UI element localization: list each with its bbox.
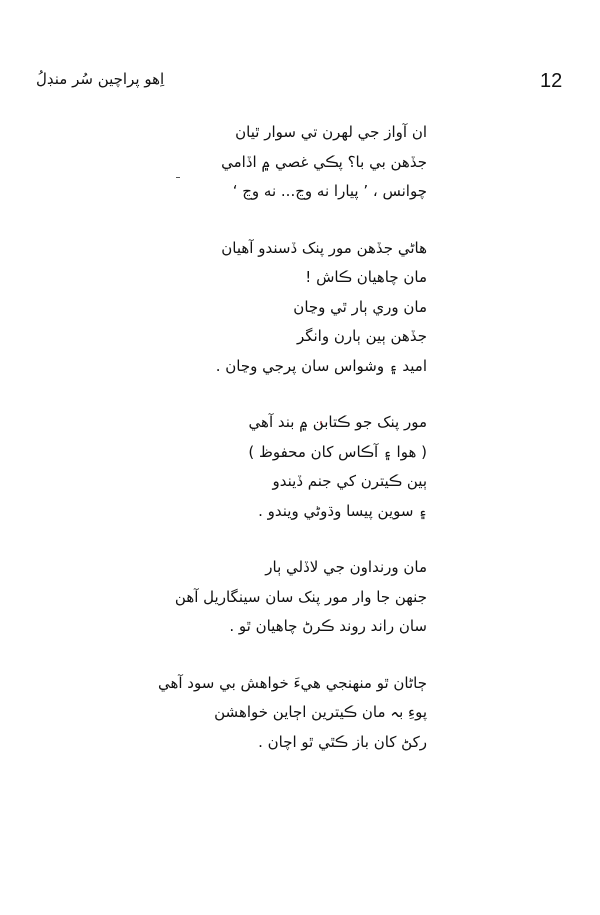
stanza xyxy=(107,118,427,207)
poem-line: جڏهن بي با؟ پڪي غصي ۾ اڏامي xyxy=(221,152,427,171)
stanza xyxy=(107,553,427,642)
running-title: اِهو پراچين سُر منڊلُ xyxy=(36,70,165,88)
poem-line: چوانس ، ’ پيارا نه وڃ... نه وڃ ‘ xyxy=(232,182,427,200)
poem-line: مان چاهيان ڪاش ! xyxy=(305,268,427,286)
poem-line: اميد ۽ وشواس سان پرجي وڃان . xyxy=(215,356,427,375)
stanza xyxy=(107,408,427,526)
poem-line: هاڻي جڏهن مور پنک ڏسندو آهيان xyxy=(221,238,427,257)
poem-line: ان آواز جي لهرن تي سوار ٿيان xyxy=(235,123,427,141)
poem-line: ٻين ڪيترن کي جنم ڏيندو xyxy=(272,472,427,490)
poem-line: رکڻ کان باز ڪٿي ٿو اچان . xyxy=(258,732,427,751)
stanza xyxy=(107,234,427,382)
poem-line: مان وري ٻار ٿي وڃان xyxy=(293,297,427,316)
poem-line: جڏهن ٻين ٻارن وانگر xyxy=(296,327,427,345)
poem-line: پوءِ بہ مان ڪيترين اڄاين خواهشن xyxy=(214,703,427,721)
poem-line: ( هوا ۽ آڪاس کان محفوظ ) xyxy=(248,442,427,461)
poem-line: جنهن جا وار مور پنک سان سينگاريل آهن xyxy=(174,587,427,606)
poem-body xyxy=(107,118,427,784)
poem-line: مان ورنداون جي لاڏلي ٻار xyxy=(265,558,427,576)
poem-line: مور پنک جو ڪتابن ۾ بند آهي xyxy=(248,413,427,431)
poem-line: ڄاڻان ٿو منهنجي هيءَ خواهش بي سود آهي xyxy=(157,673,427,692)
poem-line: سان راند روند ڪرڻ چاهيان ٿو . xyxy=(229,617,427,635)
page-number: 12 xyxy=(540,70,563,92)
stanza xyxy=(107,669,427,758)
poem-line: ۽ سوين پيسا وڌوڻي ويندو . xyxy=(258,501,427,520)
